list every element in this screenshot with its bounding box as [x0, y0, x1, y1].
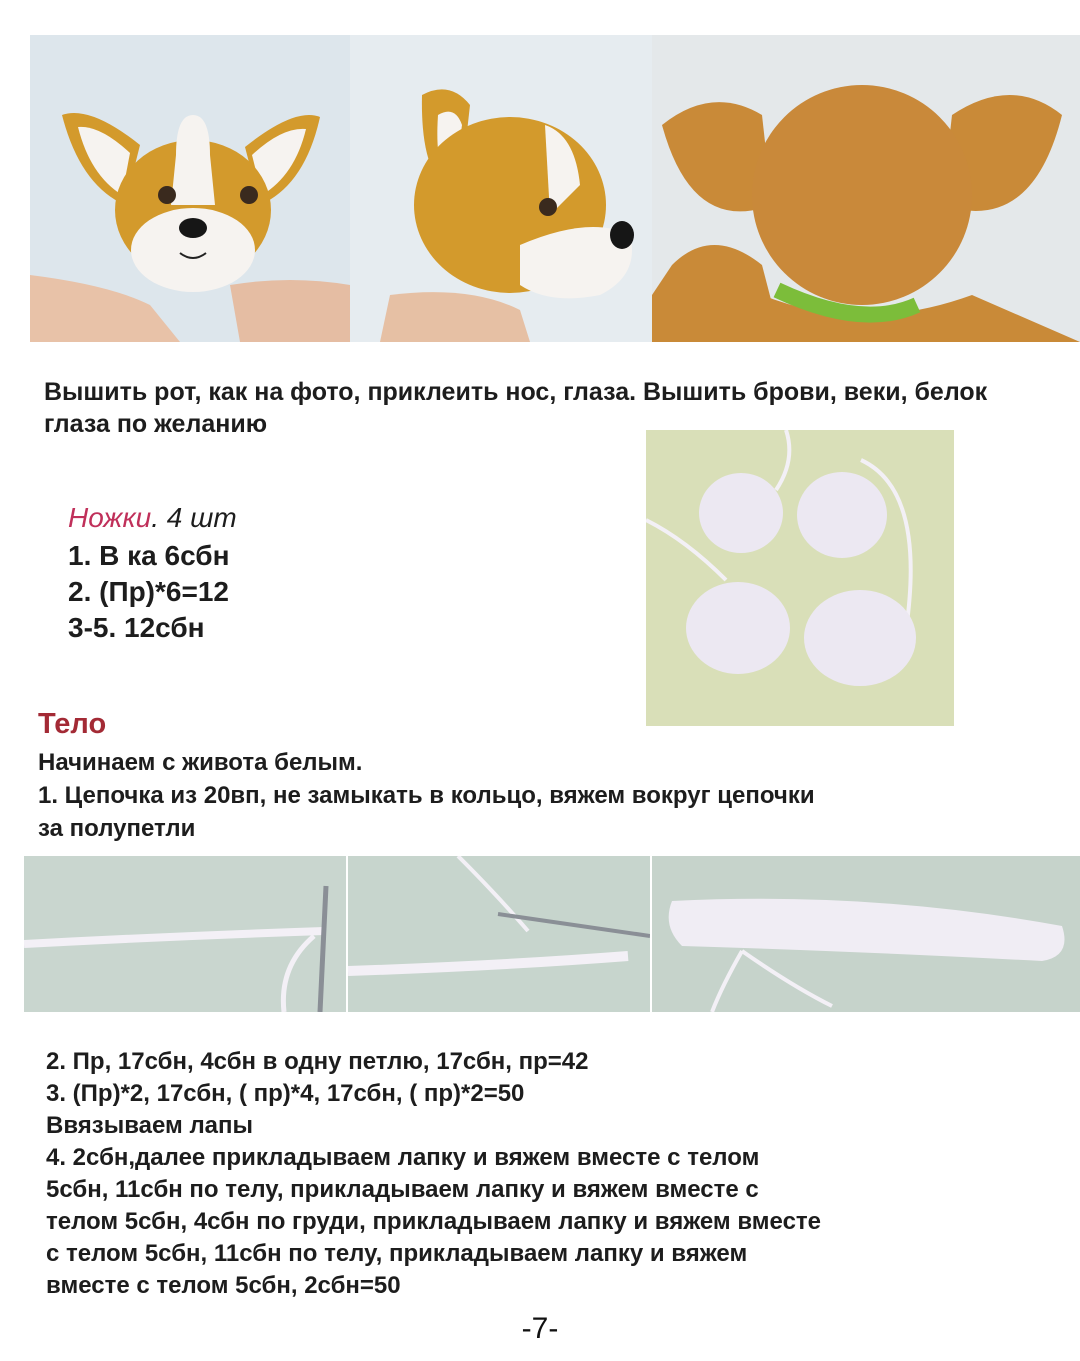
body-row: 4. 2сбн,далее прикладываем лапку и вяжем вместе с телом: [46, 1144, 760, 1171]
body-line: Начинаем с живота белым.: [38, 749, 363, 776]
body-row: Ввязываем лапы: [46, 1112, 254, 1139]
body-row: 5сбн, 11сбн по телу, прикладываем лапку и вяжем вместе с: [46, 1176, 759, 1203]
body-row: телом 5сбн, 4сбн по груди, прикладываем лапку и вяжем вместе: [46, 1208, 822, 1235]
corgi-head-front-photo: [30, 35, 350, 342]
legs-title: Ножки: [68, 502, 152, 533]
legs-heading: [68, 500, 237, 536]
corgi-back-ears-photo: [652, 35, 1080, 342]
legs-row: 3-5. 12сбн: [68, 612, 205, 643]
page-number: -7-: [521, 1312, 559, 1345]
legs-photo: [646, 430, 954, 726]
legs-count: 4 шт: [166, 502, 237, 533]
body-lines: [38, 746, 1018, 845]
chain-photo-3: [652, 856, 1080, 1012]
body-row: 2. Пр, 17сбн, 4сбн в одну петлю, 17сбн, пр=42: [46, 1048, 589, 1075]
legs-row: 2. (Пр)*6=12: [68, 576, 229, 607]
body-line: за полупетли: [38, 815, 196, 842]
body-row: 3. (Пр)*2, 17сбн, ( пр)*4, 17сбн, ( пр)*2=50: [46, 1080, 525, 1107]
legs-rows: [68, 538, 229, 646]
intro-caption: Вышить рот, как на фото, приклеить нос, глаза. Вышить брови, веки, белок глаза по желанию: [44, 378, 988, 438]
body-rows-continued: [46, 1046, 1046, 1302]
body-line: 1. Цепочка из 20вп, не замыкать в кольцо, вяжем вокруг цепочки: [38, 782, 815, 809]
chain-photo-2: [348, 856, 650, 1012]
chain-photo-1: [24, 856, 346, 1012]
legs-separator: .: [151, 502, 167, 533]
body-title: Тело: [38, 708, 107, 740]
corgi-head-side-photo: [350, 35, 652, 342]
body-row: с телом 5сбн, 11сбн по телу, прикладываем лапку и вяжем: [46, 1240, 748, 1267]
body-row: вместе с телом 5сбн, 2сбн=50: [46, 1272, 401, 1299]
legs-row: 1. В ка 6сбн: [68, 540, 230, 571]
